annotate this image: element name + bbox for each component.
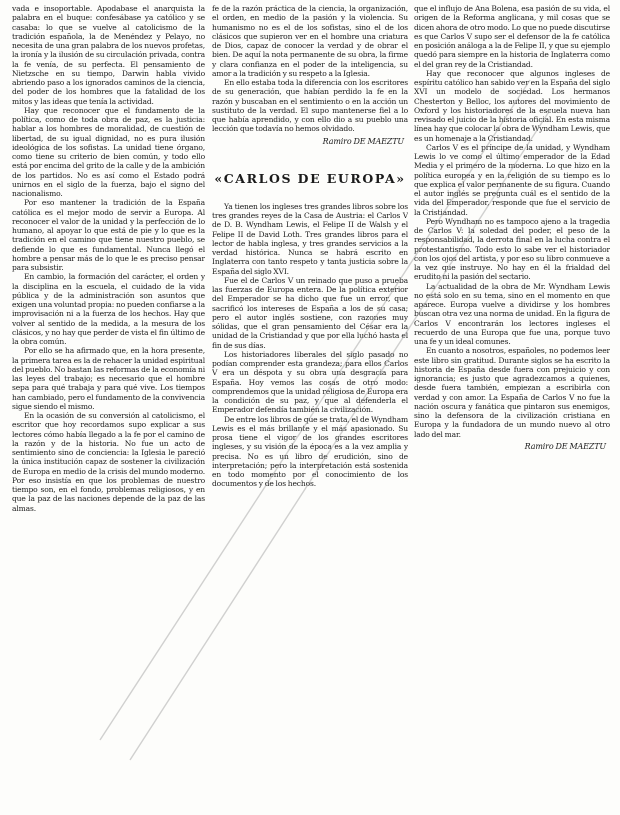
byline: Ramiro DE MAEZTU [524,441,606,451]
article-headline: «CARLOS DE EUROPA» [214,170,406,186]
paragraph: Hay que reconocer que el fundamento de la política, como de toda obra de paz, es la justicia: hablar a los hombres de moralidad, de cuestión de libertad, de su igual dignidad, no es pura ilusión ideológica de los sofistas. La unidad tiene órgano, como tiene su criterio de bien común, y todo ello está por encima del grito de la calle y de la ambición de los partidos. No es así como el Estado podrá unirnos en el siglo de la fuerza, bajo el signo del nacionalismo. [12,105,205,198]
byline: Ramiro DE MAEZTU [322,136,404,146]
paragraph: En ello estaba toda la diferencia con los escritores de su generación, que habían perdido la fe en la razón y buscaban en el sentimiento o en la acción un sustituto de la verdad. El supo mantenerse fiel a lo que había aprendido, y con ello dio a su pueblo una lección que todavía no hemos olvidado. [212,78,408,134]
paragraph: Por ello se ha afirmado que, en la hora presente, la primera tarea es la de rehacer la unidad espiritual del pueblo. No bastan las reformas de la economía ni las leyes del trabajo; es necesario que el hombre sepa para qué trabaja y para qué vive. Los tiempos han cambiado, pero el fundamento de la convivencia sigue siendo el mismo. [12,346,205,411]
paragraph: Los historiadores liberales del siglo pasado no podían comprender esta grandeza; para ellos Carlos V era un déspota y su obra una desgracia para España. Hoy vemos las cosas de otro modo: comprendemos que la unidad religiosa de Europa era la condición de su paz, y que al defenderla el Emperador defendía también la civilización. [212,349,408,415]
paragraph: vada e insoportable. Apodabase el anarquista la palabra en el buque: confesábase ya católico y se casaba: lo que se vuelve al catolicismo de la tradición española, la de Menéndez y Pelayo, no necesita de una gran palabra de los nuevos profetas, la ironía y la ilusión de su circulación privada, contra la fe venía, de su perfecta. El pensamiento de Nietzsche en su tiempo, Darwin habla vivido abriendo paso a los ignorados caminos de la ciencia, del poder de los hombres que la fatalidad de los mitos y las ideas que tenía la actividad. [12,4,205,106]
paragraph: De entre los libros de que se trata, el de Wyndham Lewis es el más brillante y el más apasionado. Su prosa tiene el vigor de los grandes escritores ingleses, y su visión de la época es a la vez amplia y precisa. No es un libro de erudición, sino de interpretación; pero la interpretación está sostenida en todo momento por el conocimiento de los documentos y de los hechos. [212,414,408,489]
paragraph: Carlos V es el príncipe de la unidad, y Wyndham Lewis lo ve como el último emperador de la Edad Media y el primero de la moderna. Lo que hizo en la política europea y en la religión de su tiempo es lo que explica el valor permanente de su figura. Cuando el autor inglés se pregunta cuál es el sentido de la vida del Emperador, responde que fue el servicio de la Cristiandad. [414,142,610,217]
paragraph: En cambio, la formación del carácter, el orden y la disciplina en la escuela, el cuidado de la vida pública y de la administración son asuntos que exigen una voluntad propia: no pueden confiarse a la improvisación ni a la fuerza de los hechos. Hay que volver al sentido de la medida, a la mesura de los clásicos, y no hay que perder de vista el fin último de la obra común. [12,272,205,346]
paragraph: Por eso mantener la tradición de la España católica es el mejor modo de servir a Europa. Al reconocer el valor de la unidad y la perfección de lo humano, al apoyar lo que está de pie y lo que es la tradición en el camino que tiene nuestro pueblo, se defiende lo que es fundamental. Nunca llegó el hombre a pensar más de lo que le es preciso pensar para subsistir. [12,198,205,272]
column-2 [212,4,408,489]
paragraph: En cuanto a nosotros, españoles, no podemos leer este libro sin gratitud. Durante siglos se ha escrito la historia de España desde fuera con prejuicio y con ignorancia; es justo que agradezcamos a quienes, desde fuera también, empiezan a escribirla con verdad y con amor. La España de Carlos V no fue la nación oscura y fanática que pintaron sus enemigos, sino la defensora de la civilización cristiana en Europa y la fundadora de un mundo nuevo al otro lado del mar. [414,346,610,439]
column-3 [414,4,610,451]
paragraph: Pero Wyndham no es tampoco ajeno a la tragedia de Carlos V: la soledad del poder, el peso de la responsabilidad, la derrota final en la lucha contra el protestantismo. Todo esto lo sabe ver el historiador con los ojos del artista, y por eso su libro conmueve a la vez que instruye. No hay en él la frialdad del erudito ni la pasión del sectario. [414,216,610,282]
paragraph: La actualidad de la obra de Mr. Wyndham Lewis no está solo en su tema, sino en el momento en que aparece. Europa vuelve a dividirse y los hombres buscan otra vez una norma de unidad. En la figura de Carlos V encontrarán los lectores ingleses el recuerdo de una Europa que fue una, porque tuvo una fe y un ideal comunes. [414,281,610,346]
paragraph: Ya tienen los ingleses tres grandes libros sobre los tres grandes reyes de la Casa de Austria: el Carlos V de D. B. Wyndham Lewis, el Felipe II de Walsh y el Felipe II de David Loth. Tres grandes libros para el lector de habla inglesa, y tres grandes servicios a la verdad histórica. Nunca se habrá escrito en Inglaterra con tanto respeto y tanta justicia sobre la España del siglo XVI. [212,201,408,276]
paragraph: Fue el de Carlos V un reinado que puso a prueba las fuerzas de Europa entera. De la política exterior del Emperador se ha dicho que fue un error, que sacrificó los intereses de España a los de su casa; pero el autor inglés sostiene, con razones muy sólidas, que el gran pensamiento del César era la unidad de la Cristiandad y que por ella luchó hasta el fin de sus días. [212,275,408,350]
column-1 [12,4,205,513]
paragraph: que el influjo de Ana Bolena, esa pasión de su vida, el origen de la Reforma anglicana, y mil cosas que se dicen ahora de otro modo. Lo que no puede discutirse es que Carlos V supo ser el defensor de la fe católica en posición análoga a la de Felipe II, y que su ejemplo quedó para siempre en la historia de Inglaterra como el del gran rey de la Cristiandad. [414,4,610,69]
paragraph: Hay que reconocer que algunos ingleses de espíritu católico han sabido ver en la España del siglo XVI un modelo de sociedad. Los hermanos Chesterton y Belloc, los autores del movimiento de Oxford y los historiadores de la escuela nueva han revisado el juicio de la historia oficial. En esta misma línea hay que colocar la obra de Wyndham Lewis, que es un homenaje a la Cristiandad. [414,68,610,143]
paragraph: En la ocasión de su conversión al catolicismo, el escritor que hoy recordamos supo explicar a sus lectores cómo había llegado a la fe por el camino de la razón y de la historia. No fue un acto de sentimiento sino de conciencia: la Iglesia le pareció la única institución capaz de sostener la civilización de Europa en medio de la crisis del mundo moderno. Por eso insistía en que los problemas de nuestro tiempo son, en el fondo, problemas religiosos, y en que la paz de las naciones depende de la paz de las almas. [12,411,205,513]
paragraph: fe de la razón práctica de la ciencia, la organización, el orden, en medio de la pasión y la violencia. Su humanismo no es el de los sofistas, sino el de los clásicos que supieron ver en el hombre una criatura de Dios, capaz de conocer la verdad y de obrar el bien. De aquí la nota permanente de su obra, la firme y clara confianza en el poder de la inteligencia, su amor a la tradición y su respeto a la Iglesia. [212,4,408,78]
